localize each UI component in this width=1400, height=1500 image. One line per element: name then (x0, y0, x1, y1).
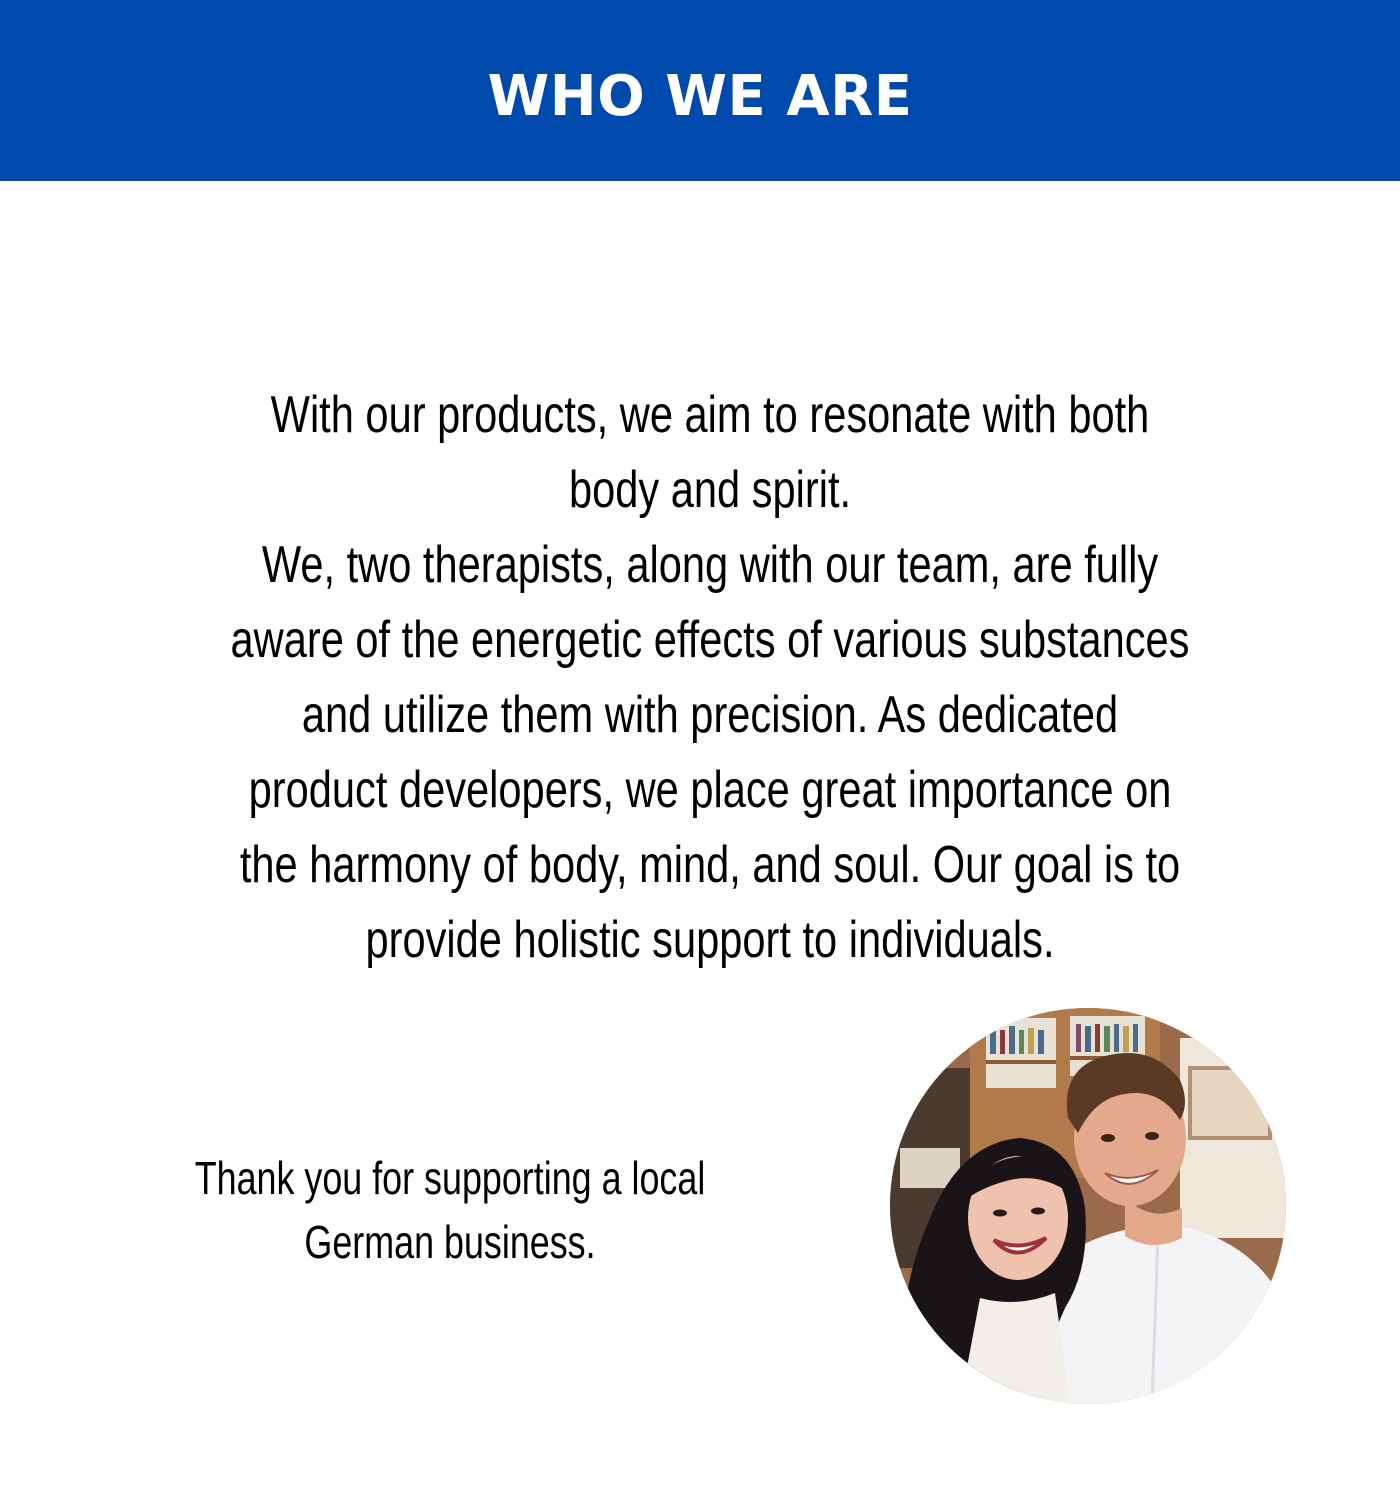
mission-statement (230, 378, 1190, 978)
header-banner (0, 0, 1400, 181)
mission-paragraph-2: We, two therapists, along with our team, are fully aware of the energetic effects of various substances and utilize them with precision. As dedicated product developers, we place great importance on the harmony of body, mind, and soul. Our goal is to provide holistic support to individuals. (230, 536, 1190, 969)
page-title: WHO WE ARE (487, 64, 913, 129)
founders-portrait-photo (890, 1008, 1286, 1404)
thank-you-note: Thank you for supporting a local German business. (194, 1152, 706, 1268)
mission-paragraph-1: With our products, we aim to resonate with both body and spirit. (270, 386, 1150, 519)
portrait-illustration (890, 1008, 1286, 1404)
